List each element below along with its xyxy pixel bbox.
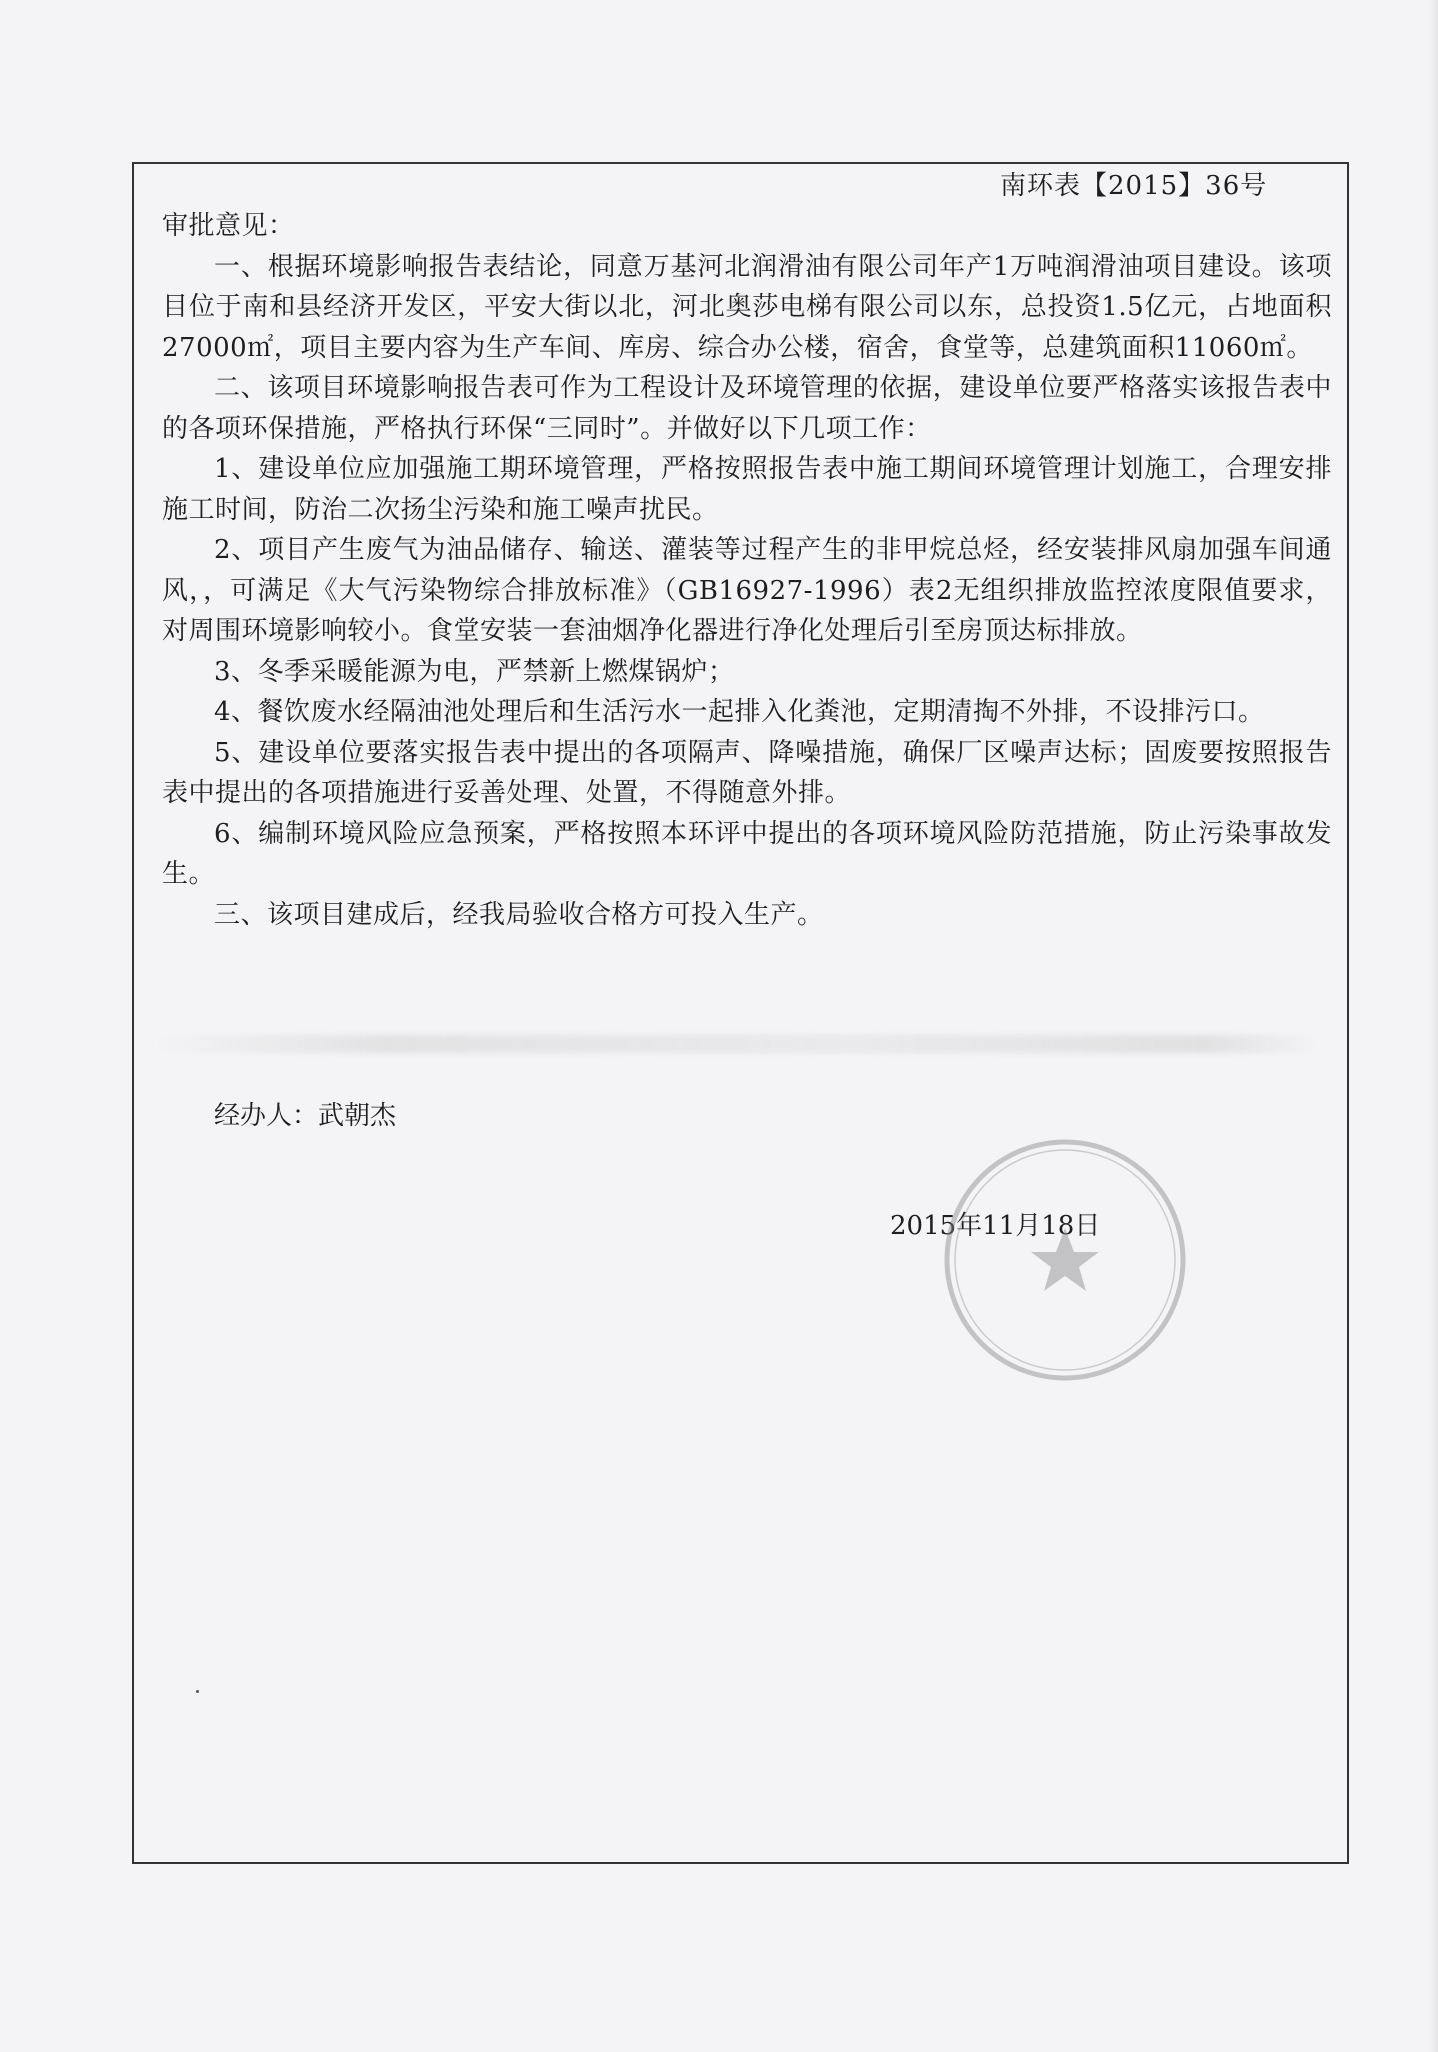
- item-3: 3、冬季采暖能源为电，严禁新上燃煤锅炉；: [214, 656, 735, 687]
- document-number: 南环表【2015】36号: [1000, 171, 1268, 201]
- approval-date: 2015年11月18日: [890, 1211, 1101, 1241]
- paragraph-2: 二、该项目环境影响报告表可作为工程设计及环境管理的依据，建设单位要严格落实该报告表中的各项环保措施，严格执行环保“三同时”。并做好以下几项工作：: [162, 373, 1332, 444]
- opinion-heading: 审批意见：: [162, 211, 295, 241]
- seal-star-icon: [1031, 1228, 1099, 1291]
- item-5: 5、建设单位要落实报告表中提出的各项隔声、降噪措施，确保厂区噪声达标；固废要按照报告表中提出的各项措施进行妥善处理、处置，不得随意外排。: [162, 737, 1332, 808]
- item-2: 2、项目产生废气为油品储存、输送、灌装等过程产生的非甲烷总烃，经安装排风扇加强车间通风，，可满足《大气污染物综合排放标准》（GB16927-1996）表2无组织排放监控浓度限值要求，对周围环境影响较小。食堂安装一套油烟净化器进行净化处理后引至房顶达标排放。: [162, 535, 1332, 646]
- scan-smudge: [150, 1035, 1320, 1053]
- scan-edge-shadow: [1428, 0, 1438, 2052]
- paragraph-1: 一、根据环境影响报告表结论，同意万基河北润滑油有限公司年产1万吨润滑油项目建设。该项目位于南和县经济开发区，平安大街以北，河北奥莎电梯有限公司以东，总投资1.5亿元，占地面积27000㎡，项目主要内容为生产车间、库房、综合办公楼，宿舍，食堂等，总建筑面积11060㎡。: [162, 251, 1332, 363]
- handler-label: 经办人：: [214, 1101, 319, 1131]
- handler-name: 武朝杰: [318, 1101, 397, 1131]
- item-6: 6、编制环境风险应急预案，严格按照本环评中提出的各项环境风险防范措施，防止污染事故发生。: [162, 818, 1332, 889]
- item-1: 1、建设单位应加强施工期环境管理，严格按照报告表中施工期间环境管理计划施工，合理安排施工时间，防治二次扬尘污染和施工噪声扰民。: [162, 454, 1332, 525]
- item-4: 4、餐饮废水经隔油池处理后和生活污水一起排入化粪池，定期清掏不外排，不设排污口。: [214, 697, 1265, 727]
- official-seal-icon: [935, 1130, 1195, 1390]
- paragraph-3: 三、该项目建成后，经我局验收合格方可投入生产。: [214, 899, 824, 930]
- approval-opinion: [162, 206, 1332, 935]
- scan-speck: [196, 1690, 199, 1693]
- handler-line: [214, 1096, 396, 1136]
